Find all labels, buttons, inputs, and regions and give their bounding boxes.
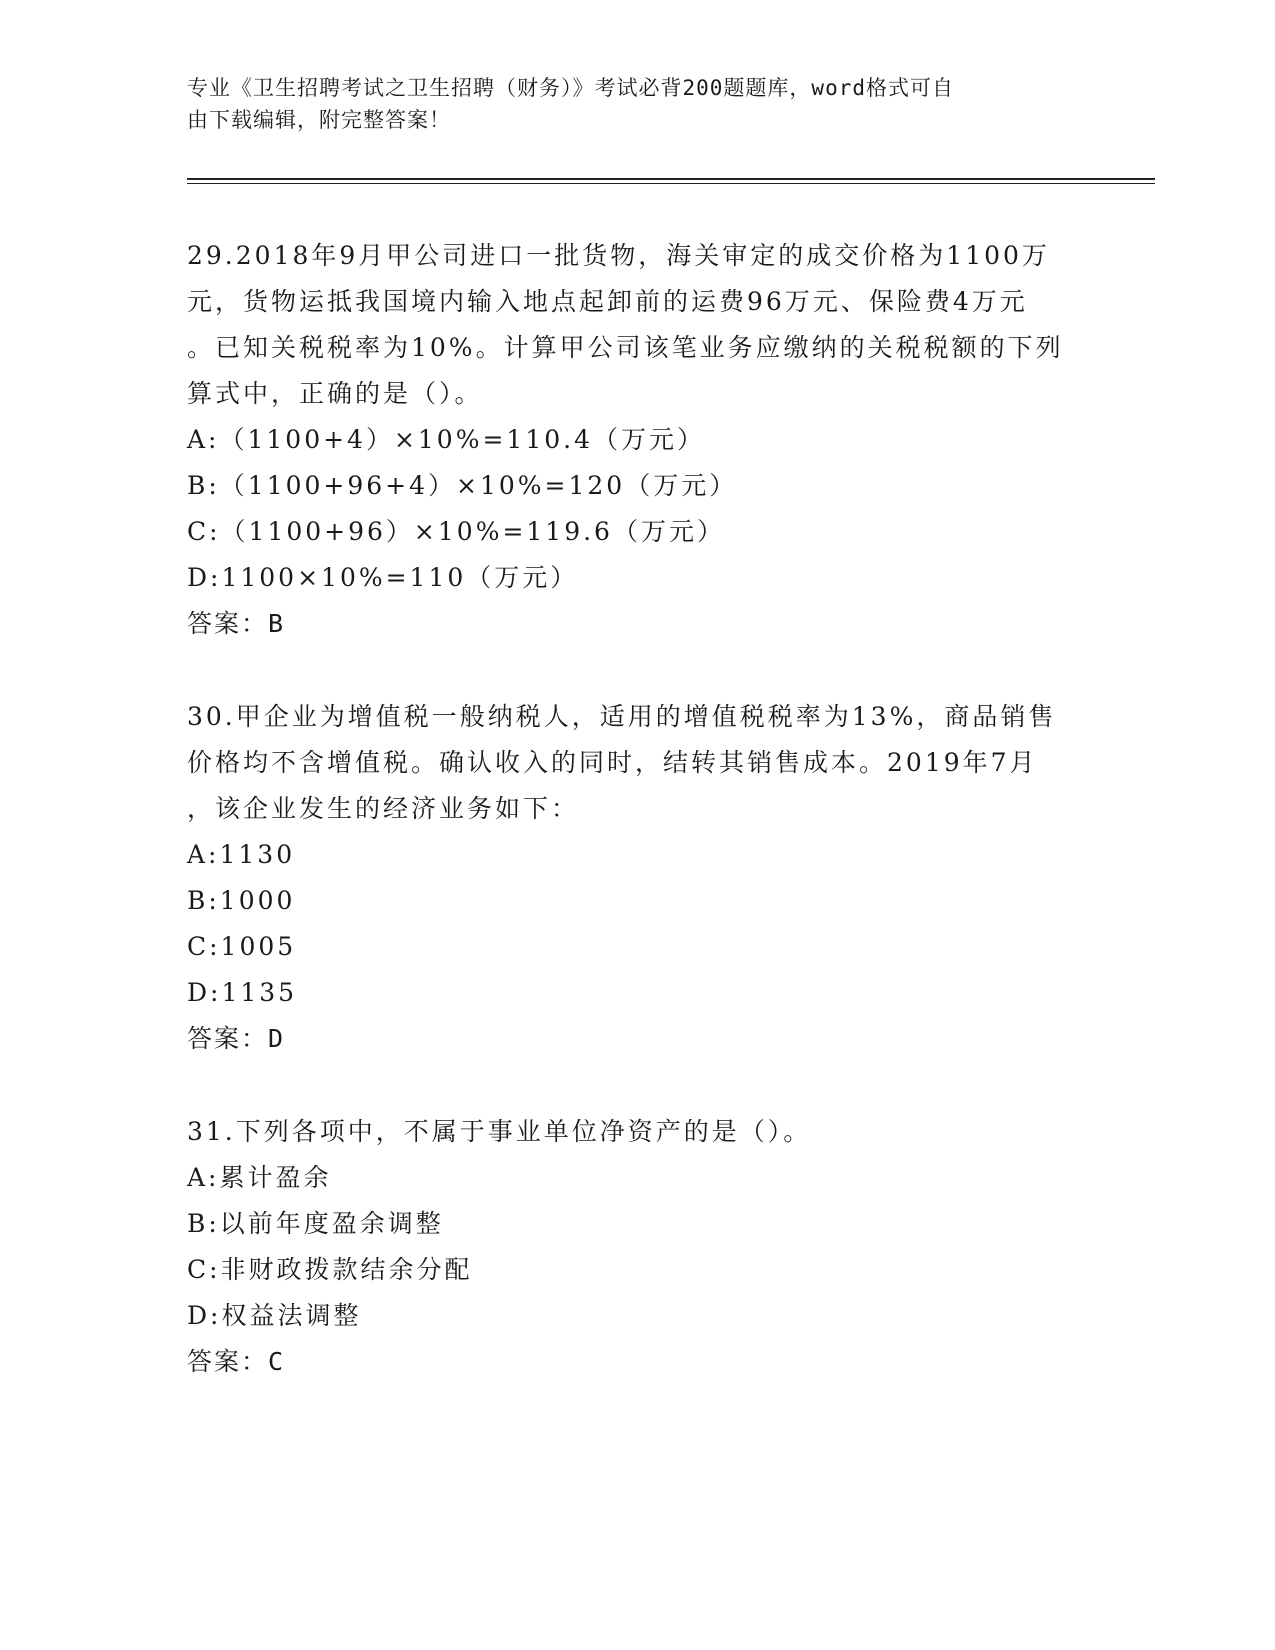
header-line-2: 由下载编辑，附完整答案！ <box>187 108 451 132</box>
question-text-line: 31.下列各项中，不属于事业单位净资产的是（）。 <box>187 1117 812 1146</box>
option-b: B:以前年度盈余调整 <box>187 1209 444 1238</box>
option-c: C:1005 <box>187 932 297 961</box>
document-header <box>187 72 1067 136</box>
header-divider-thick <box>187 178 1155 180</box>
question-31 <box>187 1109 1087 1385</box>
question-29 <box>187 233 1087 647</box>
question-30 <box>187 694 1087 1062</box>
answer-line: 答案：D <box>187 1024 286 1053</box>
question-text-line: 。已知关税税率为10%。计算甲公司该笔业务应缴纳的关税税额的下列 <box>187 333 1064 362</box>
answer-line: 答案：B <box>187 609 286 638</box>
option-d: D:1135 <box>187 978 298 1007</box>
option-d: D:权益法调整 <box>187 1301 362 1330</box>
header-divider-thin <box>187 183 1155 184</box>
option-a: A:1130 <box>187 840 296 869</box>
option-c: C:（1100+96）×10%=119.6（万元） <box>187 517 725 546</box>
question-text-line: 元，货物运抵我国境内输入地点起卸前的运费96万元、保险费4万元 <box>187 287 1028 316</box>
question-text-line: 30.甲企业为增值税一般纳税人，适用的增值税税率为13%，商品销售 <box>187 702 1057 731</box>
option-c: C:非财政拨款结余分配 <box>187 1255 473 1284</box>
question-text-line: 算式中，正确的是（）。 <box>187 379 483 408</box>
question-text-line: 价格均不含增值税。确认收入的同时，结转其销售成本。2019年7月 <box>187 748 1038 777</box>
header-line-1: 专业《卫生招聘考试之卫生招聘（财务）》考试必背200题题库，word格式可自 <box>187 76 954 100</box>
option-a: A:（1100+4）×10%=110.4（万元） <box>187 425 705 454</box>
question-text-line: ，该企业发生的经济业务如下： <box>187 794 580 823</box>
question-text-line: 29.2018年9月甲公司进口一批货物，海关审定的成交价格为1100万 <box>187 241 1050 270</box>
option-a: A:累计盈余 <box>187 1163 332 1192</box>
option-d: D:1100×10%=110（万元） <box>187 563 579 592</box>
answer-line: 答案：C <box>187 1347 286 1376</box>
option-b: B:（1100+96+4）×10%=120（万元） <box>187 471 738 500</box>
option-b: B:1000 <box>187 886 296 915</box>
